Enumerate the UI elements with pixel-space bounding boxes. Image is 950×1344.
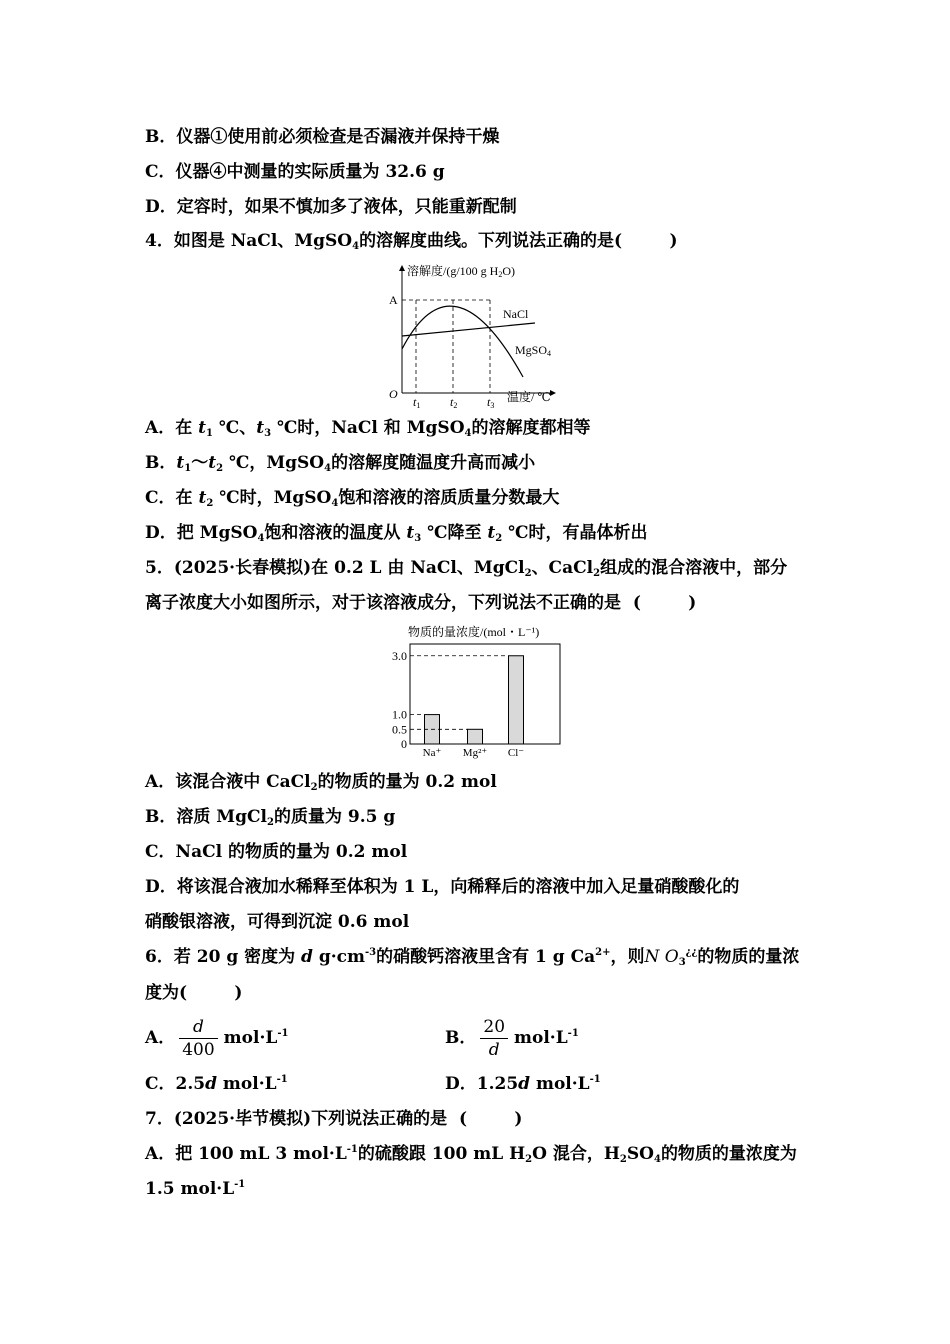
chart-y-label: 物质的量浓度/(mol・L⁻¹) (408, 625, 540, 639)
text-segment: 4 (324, 463, 332, 474)
text-line (145, 806, 395, 828)
text-segment: 2 (593, 568, 601, 579)
text-segment: B．溶质 MgCl (145, 807, 267, 827)
origin-label: O (389, 387, 398, 401)
text-segment: 4 (653, 1154, 661, 1165)
text-line (145, 126, 499, 148)
text-segment: 3 (678, 957, 686, 968)
text-line (145, 452, 535, 474)
t3-label: t3 (487, 395, 495, 410)
category-label: Cl⁻ (507, 747, 525, 759)
mgso4-label: MgSO4 (515, 343, 552, 358)
fraction-numerator: 20 (480, 1016, 508, 1039)
text-segment: A．把 100 mL 3 mol·L (145, 1144, 347, 1164)
text-segment: ℃、 (212, 418, 257, 438)
q6-option-a (145, 1016, 288, 1061)
y-mark-a: A (389, 293, 398, 307)
text-segment: 5．(2025·长春模拟)在 0.2 L 由 NaCl、MgCl (145, 558, 525, 578)
y-tick-label: 1.0 (392, 707, 407, 722)
text-line (145, 911, 409, 933)
text-segment: t (176, 453, 185, 473)
option-d-unit: mol·L (530, 1074, 590, 1094)
text-segment: 离子浓度大小如图所示，对于该溶液成分，下列说法不正确的是 ( ) (145, 593, 697, 613)
text-segment: ℃时，NaCl 和 MgSO (271, 418, 465, 438)
text-segment: 4 (331, 498, 339, 509)
text-line (145, 487, 559, 509)
text-line (145, 946, 799, 968)
text-segment: 1.5 mol·L (145, 1179, 235, 1199)
text-line (145, 196, 517, 218)
text-segment: 2+ (595, 947, 611, 958)
text-line (145, 417, 591, 439)
text-line (145, 592, 696, 614)
option-b-label: B． (445, 1028, 477, 1048)
text-segment: ℃时，MgSO (213, 488, 332, 508)
solubility-curve-figure (385, 260, 570, 410)
text-segment: D．将该混合液加水稀释至体积为 1 L，向稀释后的溶液中加入足量硝酸酸化的 (145, 877, 740, 897)
option-d-variable: d (518, 1074, 531, 1094)
option-a-fraction (179, 1016, 217, 1061)
option-a-exponent: -1 (277, 1028, 289, 1039)
bar-2 (509, 656, 524, 744)
text-segment: -1 (276, 1074, 288, 1085)
text-segment: mol·L (217, 1074, 277, 1094)
text-line (145, 557, 787, 579)
text-segment: 2 (206, 498, 214, 509)
text-segment: 7．(2025·毕节模拟)下列说法正确的是 ( ) (145, 1109, 523, 1129)
text-line (145, 522, 648, 544)
y-tick-label: 3.0 (392, 648, 407, 663)
text-segment: t (208, 453, 217, 473)
text-segment: 3 (414, 533, 422, 544)
text-segment: d (301, 947, 313, 967)
text-segment: 的硝酸钙溶液里含有 1 g Ca (376, 947, 596, 967)
text-segment: 2 (495, 533, 503, 544)
text-segment: C．NaCl 的物质的量为 0.2 mol (145, 842, 408, 862)
text-segment: 的溶解度随温度升高而减小 (331, 453, 536, 473)
text-line (145, 230, 678, 252)
text-segment: d (205, 1074, 217, 1094)
text-segment: 饱和溶液的温度从 (264, 523, 407, 543)
text-segment: 4．如图是 NaCl、MgSO (145, 231, 353, 251)
text-segment: ¿¿ (685, 947, 698, 958)
t1-label: t1 (413, 395, 421, 410)
text-segment: 2 (524, 568, 532, 579)
category-label: Na⁺ (422, 747, 442, 759)
text-segment: 4 (352, 241, 360, 252)
option-b-fraction (480, 1016, 508, 1061)
x-axis-label: 温度/ ℃ (507, 390, 551, 404)
text-segment: 2 (525, 1154, 533, 1165)
text-segment: C．仪器④中测量的实际质量为 32.6 g (145, 162, 445, 182)
text-segment: B．仪器①使用前必须检查是否漏液并保持干燥 (145, 127, 500, 147)
text-line (145, 1108, 522, 1130)
text-segment: t (406, 523, 415, 543)
option-b-unit: mol·L (514, 1028, 568, 1048)
text-segment: t (198, 418, 206, 438)
text-segment: B． (145, 453, 177, 473)
text-segment: C．在 (145, 488, 199, 508)
text-segment: ～ (191, 453, 209, 473)
text-segment: SO (626, 1144, 654, 1164)
text-segment: 的物质的量浓 (697, 947, 800, 967)
option-a-unit: mol·L (223, 1028, 278, 1048)
text-segment: D．定容时，如果不慎加多了液体，只能重新配制 (145, 197, 517, 217)
text-segment: -3 (365, 947, 377, 958)
text-segment: ℃，MgSO (223, 453, 325, 473)
y-axis-label: 溶解度/(g/100 g H2O) (407, 264, 516, 279)
text-segment: 4 (257, 533, 265, 544)
text-segment: 、CaCl (531, 558, 594, 578)
text-segment: N O (644, 947, 679, 967)
text-segment: 组成的混合溶液中，部分 (600, 558, 788, 578)
text-line (145, 982, 242, 1004)
text-segment: t (198, 488, 207, 508)
text-line (145, 161, 445, 183)
y-tick-label: 0.5 (392, 722, 407, 737)
text-segment: A．该混合液中 CaCl (145, 772, 311, 792)
q6-option-b (445, 1016, 579, 1061)
nacl-line (402, 323, 535, 336)
text-segment: D．把 MgSO (145, 523, 258, 543)
text-segment: O 混合，H (532, 1144, 620, 1164)
nacl-label: NaCl (503, 307, 529, 321)
text-segment: 的溶解度都相等 (471, 418, 591, 438)
text-segment: 6．若 20 g 密度为 (145, 947, 302, 967)
text-line (145, 1073, 288, 1095)
text-segment: 2 (310, 782, 318, 793)
text-segment: t (256, 418, 265, 438)
t2-label: t2 (450, 395, 458, 410)
text-segment: 4 (464, 428, 472, 439)
text-segment: -1 (234, 1179, 246, 1190)
fraction-numerator: d (179, 1016, 217, 1039)
category-label: Mg²⁺ (462, 747, 488, 759)
text-segment: 3 (264, 428, 272, 439)
text-segment: C．2.5 (145, 1074, 206, 1094)
option-d-exponent: -1 (589, 1074, 601, 1085)
text-segment: 饱和溶液的溶质质量分数最大 (338, 488, 560, 508)
text-segment: 1 (184, 463, 192, 474)
text-segment: 2 (216, 463, 224, 474)
text-segment: 2 (619, 1154, 627, 1165)
text-segment: -1 (346, 1144, 358, 1155)
text-segment: 度为( ) (145, 983, 243, 1003)
fraction-denominator: d (488, 1040, 500, 1060)
text-segment: 的物质的量浓度为 (660, 1144, 797, 1164)
y-tick-label: 0 (401, 737, 407, 751)
text-line (145, 771, 497, 793)
text-segment: 的质量为 9.5 g (273, 807, 396, 827)
text-segment: ，则 (610, 947, 645, 967)
dashed-guides (402, 300, 490, 393)
option-d-label: D．1.25 (445, 1074, 519, 1094)
text-segment: ℃降至 (421, 523, 488, 543)
text-line (145, 1143, 797, 1165)
text-segment: g·cm (312, 947, 365, 967)
text-segment: 2 (266, 817, 274, 828)
text-segment: t (487, 523, 496, 543)
q6-option-d (445, 1073, 601, 1095)
bar-1 (468, 729, 483, 744)
fraction-denominator: 400 (182, 1040, 215, 1060)
text-segment: 1 (205, 428, 213, 439)
option-a-label: A． (145, 1028, 176, 1048)
text-line (145, 1178, 245, 1200)
text-segment: A．在 (145, 418, 199, 438)
text-segment: 的物质的量为 0.2 mol (317, 772, 497, 792)
text-line (145, 876, 739, 898)
ion-concentration-chart (380, 622, 570, 764)
text-segment: 的硫酸跟 100 mL H (357, 1144, 526, 1164)
option-b-exponent: -1 (567, 1028, 579, 1039)
text-segment: 的溶解度曲线。下列说法正确的是( ) (359, 231, 678, 251)
text-segment: ℃时，有晶体析出 (502, 523, 648, 543)
text-segment: 硝酸银溶液，可得到沉淀 0.6 mol (145, 912, 410, 932)
text-line (145, 841, 407, 863)
